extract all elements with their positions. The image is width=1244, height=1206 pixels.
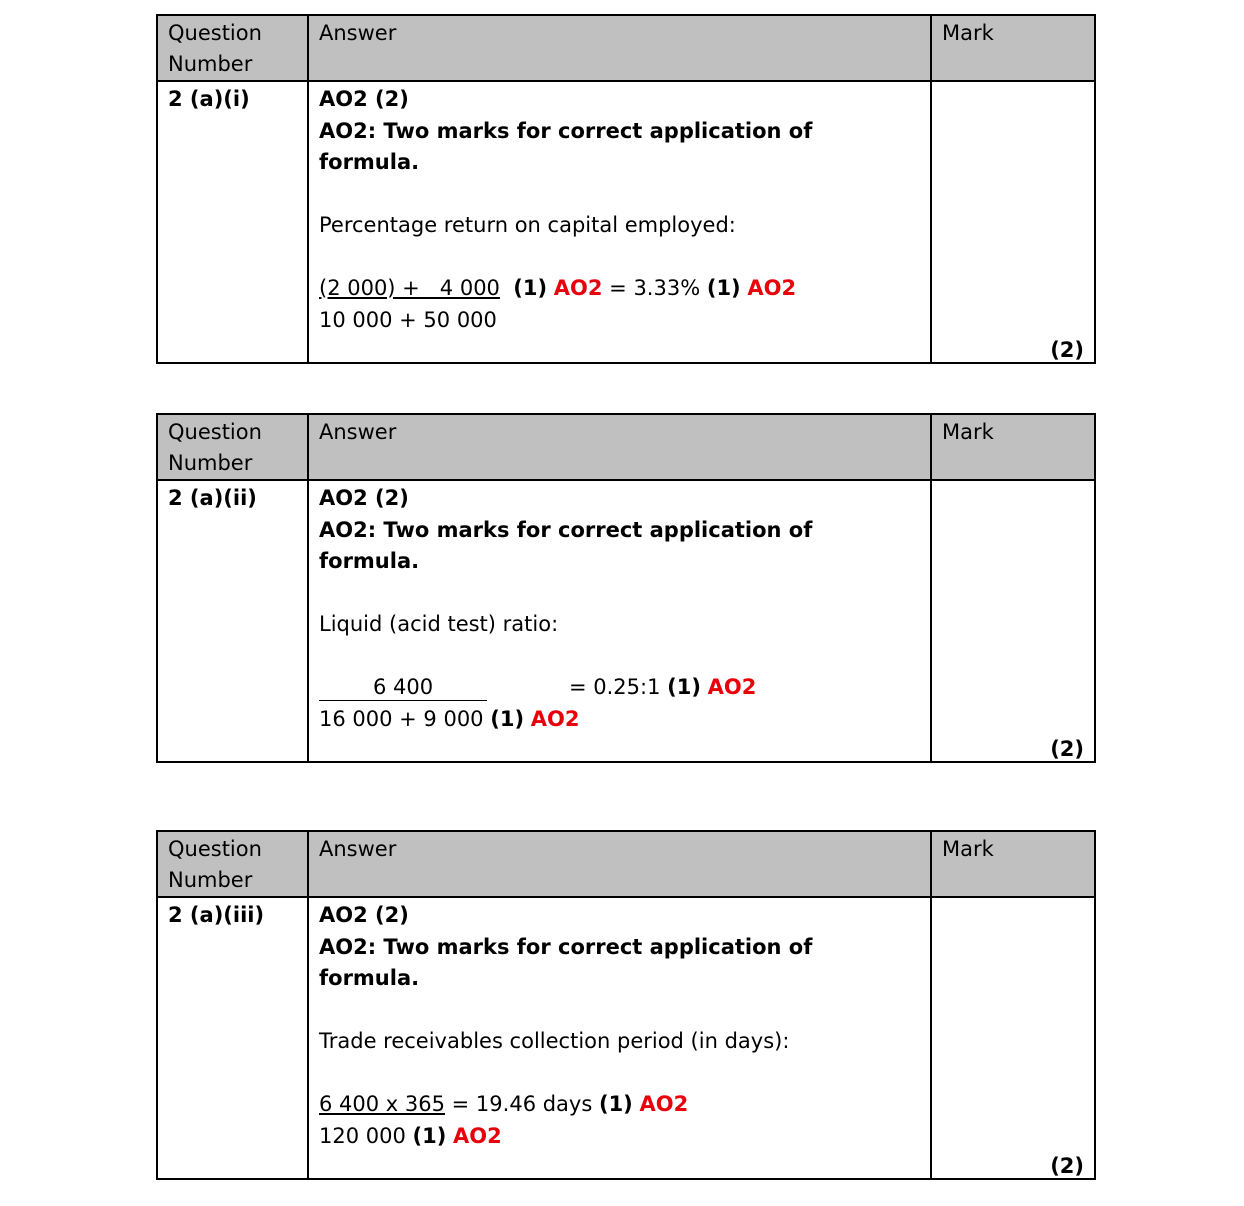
- question-number: 2 (a)(ii): [158, 481, 309, 763]
- question-number: 2 (a)(i): [158, 82, 309, 364]
- answer-header: Answer: [309, 832, 932, 896]
- mark-annotation: (1): [667, 675, 701, 699]
- formula-title: Trade receivables collection period (in days):: [319, 1029, 790, 1053]
- formula-title: Percentage return on capital employed:: [319, 213, 736, 237]
- formula-denominator: 120 000: [319, 1123, 413, 1148]
- mark-annotation: (1): [598, 1092, 633, 1116]
- question-number-header: [158, 415, 309, 479]
- formula-numerator-line: [319, 1089, 920, 1121]
- ao-tag: AO2: [453, 1123, 502, 1148]
- mark-header: Mark: [942, 837, 994, 861]
- mark-header: Mark: [942, 21, 994, 45]
- mark-scheme-table-2ai: [156, 14, 1096, 364]
- table-header-row: [158, 415, 1094, 481]
- answer-header: Answer: [309, 16, 932, 80]
- question-number-header: [158, 16, 309, 80]
- answer-cell: [309, 82, 932, 364]
- ao-heading: AO2 (2): [319, 486, 409, 510]
- mark-annotation: (1): [412, 1123, 447, 1148]
- formula-denominator-line: [319, 704, 920, 736]
- mark-total: (2): [1050, 737, 1084, 761]
- ao-tag: AO2: [747, 276, 797, 300]
- formula-result: = 0.25:1: [569, 675, 668, 699]
- ao-description-line2: formula.: [319, 966, 420, 990]
- table-header-row: [158, 832, 1094, 898]
- formula-result: = 3.33%: [602, 276, 707, 300]
- header-question-line2: Number: [168, 52, 253, 76]
- table-header-row: [158, 16, 1094, 82]
- ao-description-line2: formula.: [319, 549, 420, 573]
- header-question-line2: Number: [168, 868, 253, 892]
- formula-denominator: 10 000 + 50 000: [319, 307, 497, 332]
- formula-numerator: (2 000) + 4 000: [319, 276, 500, 300]
- ao-description-line1: AO2: Two marks for correct application of: [319, 118, 813, 143]
- mark-total: (2): [1050, 338, 1084, 362]
- mark-total: (2): [1050, 1154, 1084, 1178]
- ao-tag: AO2: [530, 706, 580, 731]
- ao-tag: AO2: [707, 675, 757, 699]
- mark-annotation: (1): [706, 276, 741, 300]
- ao-tag: AO2: [639, 1092, 689, 1116]
- formula-denominator-line: [319, 1121, 920, 1153]
- mark-cell: [932, 82, 1094, 364]
- formula-denominator: 16 000 + 9 000: [319, 706, 491, 731]
- mark-scheme-table-2aiii: [156, 830, 1096, 1180]
- mark-scheme-table-2aii: [156, 413, 1096, 763]
- ao-heading: AO2 (2): [319, 87, 409, 111]
- answer-cell: [309, 481, 932, 763]
- header-question-line1: Question: [168, 420, 262, 444]
- answer-header: Answer: [309, 415, 932, 479]
- formula-title: Liquid (acid test) ratio:: [319, 612, 559, 636]
- mark-annotation: (1): [490, 706, 525, 731]
- mark-cell: [932, 481, 1094, 763]
- mark-annotation: (1): [513, 276, 548, 300]
- formula-numerator: 6 400: [319, 674, 487, 701]
- header-question-line1: Question: [168, 21, 262, 45]
- table-body-row: [158, 898, 1094, 1180]
- formula-result: = 19.46 days: [444, 1092, 599, 1116]
- mark-cell: [932, 898, 1094, 1180]
- ao-heading: AO2 (2): [319, 903, 409, 927]
- ao-description-line1: AO2: Two marks for correct application of: [319, 517, 813, 542]
- ao-description-line2: formula.: [319, 150, 420, 174]
- formula-numerator-line: [319, 273, 920, 305]
- mark-header: Mark: [942, 420, 994, 444]
- answer-cell: [309, 898, 932, 1180]
- header-question-line2: Number: [168, 451, 253, 475]
- header-question-line1: Question: [168, 837, 262, 861]
- table-body-row: [158, 82, 1094, 364]
- ao-tag: AO2: [553, 276, 603, 300]
- table-body-row: [158, 481, 1094, 763]
- question-number: 2 (a)(iii): [158, 898, 309, 1180]
- question-number-header: [158, 832, 309, 896]
- ao-description-line1: AO2: Two marks for correct application of: [319, 934, 813, 959]
- formula-numerator: 6 400 x 365: [319, 1092, 445, 1116]
- formula-numerator-line: [319, 672, 920, 704]
